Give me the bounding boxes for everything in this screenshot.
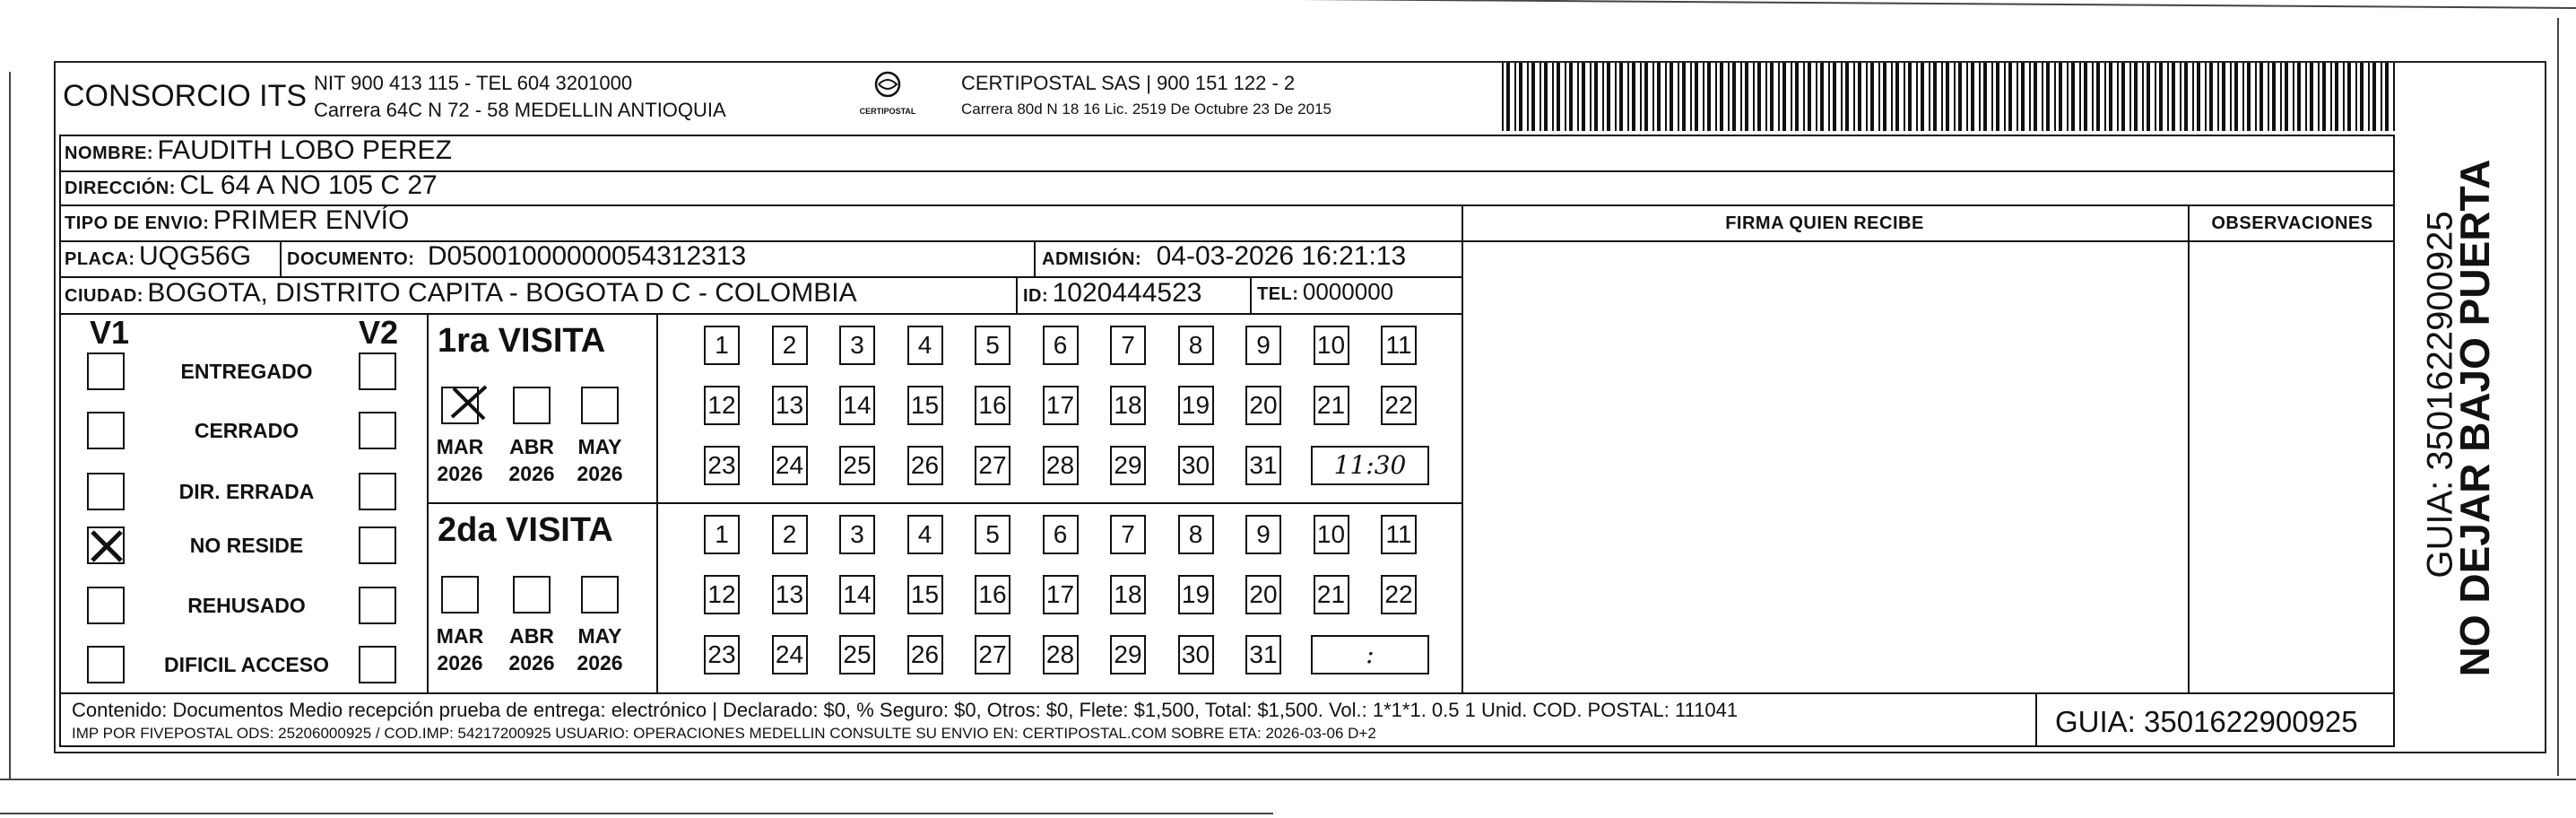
row-line-6 [427,502,1462,504]
v1-header: V1 [90,314,130,351]
day-box[interactable]: 14 [839,575,875,614]
month-label: MAR [436,435,484,458]
footer-contenido: Contenido: Documentos Medio recepción prueba de entrega: electrónico | Declarado: $0, % Seguro: $0, Otros: $0, Flete: $1,500, Total: $1,500. Vol.: 1*1*1. 0.5 1 Unid. COD. POSTAL: 111041 [72,699,1739,721]
tipo-envio-label: TIPO DE ENVIO: [65,213,210,233]
id-label: ID: [1023,286,1049,306]
tipo-envio-field [65,205,409,236]
col-tel-sep [1250,276,1252,313]
month-label: ABR [509,435,554,458]
day-box[interactable]: 25 [839,446,875,485]
year-label: 2026 [508,651,555,674]
day-box[interactable]: 23 [704,446,740,485]
day-box[interactable]: 16 [975,575,1010,614]
v1-checkbox[interactable] [87,587,125,624]
day-box[interactable]: 24 [772,635,808,674]
time-box[interactable]: 11:30 [1311,446,1429,485]
day-box[interactable]: 2 [772,326,808,365]
status-option-label: CERRADO [194,419,299,442]
tel-value: 0000000 [1302,278,1394,305]
day-box[interactable]: 27 [975,446,1010,485]
month-checkbox[interactable] [581,576,619,614]
day-box[interactable]: 30 [1178,446,1214,485]
day-box[interactable]: 21 [1314,386,1349,425]
nombre-label: NOMBRE: [65,144,154,163]
day-box[interactable]: 4 [907,326,943,365]
nombre-value: FAUDITH LOBO PEREZ [157,135,452,165]
status-option-label: REHUSADO [187,594,306,617]
day-box[interactable]: 12 [704,386,740,425]
col-status-sep [427,313,429,692]
documento-label: DOCUMENTO: [287,249,415,269]
col-firma-left [1461,204,1463,693]
day-box[interactable]: 20 [1245,575,1281,614]
day-box[interactable]: 17 [1043,575,1079,614]
company-nit: NIT 900 413 115 - TEL 604 3201000 [314,72,633,94]
day-box[interactable]: 28 [1043,446,1079,485]
day-box[interactable]: 5 [975,515,1010,554]
v2-checkbox[interactable] [359,473,396,510]
row-line-7 [59,692,2395,694]
day-box[interactable]: 24 [772,446,808,485]
day-box[interactable]: 8 [1178,515,1214,554]
col-admision-sep [1034,240,1036,276]
day-box[interactable]: 17 [1043,386,1079,425]
observaciones-header: OBSERVACIONES [2211,213,2373,233]
day-box[interactable]: 9 [1245,326,1281,365]
status-option-label: DIR. ERRADA [178,480,315,503]
side-guia: GUIA: 3501622900925 [2420,211,2460,579]
visit-title: 2da VISITA [438,511,613,549]
paper-right-edge [2557,18,2559,776]
col-days-sep [656,313,658,692]
col-guia-sep [2035,692,2037,747]
day-box[interactable]: 6 [1043,326,1079,365]
day-box[interactable]: 26 [907,635,943,674]
day-box[interactable]: 7 [1110,326,1146,365]
day-box[interactable]: 7 [1110,515,1146,554]
tel-field [1257,278,1393,306]
nombre-field [65,135,452,166]
x-mark-icon [89,528,125,564]
month-label: ABR [509,624,554,648]
month-checkbox[interactable] [513,576,551,614]
v1-checkbox[interactable] [87,412,125,449]
status-option-label: NO RESIDE [189,534,304,557]
admision-field [1042,241,1406,272]
col-placa-sep [280,240,282,276]
company-address: Carrera 64C N 72 - 58 MEDELLIN ANTIOQUIA [314,99,726,121]
id-field [1023,278,1201,309]
year-label: 2026 [508,462,555,485]
paper-top-edge [1300,0,2576,9]
day-box[interactable]: 13 [772,575,808,614]
side-warning: NO DEJAR BAJO PUERTA [2451,159,2498,677]
v2-checkbox[interactable] [359,526,396,564]
year-label: 2026 [437,651,483,674]
x-mark-icon [448,383,491,422]
day-box[interactable]: 15 [907,575,943,614]
month-checkbox[interactable] [441,387,479,424]
day-box[interactable]: 29 [1110,446,1146,485]
month-checkbox[interactable] [513,387,551,424]
day-box[interactable]: 27 [975,635,1010,674]
status-option-label: DIFICIL ACCESO [163,653,329,676]
firma-header: FIRMA QUIEN RECIBE [1725,213,1924,233]
year-label: 2026 [577,651,623,674]
day-box[interactable]: 31 [1245,446,1281,485]
ciudad-value: BOGOTA, DISTRITO CAPITA - BOGOTA D C - COLOMBIA [147,278,857,308]
v2-checkbox[interactable] [359,646,396,683]
barcode [1502,63,2398,133]
id-value: 1020444523 [1052,278,1202,308]
paper-left-edge [9,72,11,780]
col-id-sep [1016,276,1018,313]
day-box[interactable]: 21 [1314,575,1349,614]
company-name: CONSORCIO ITS [63,79,308,113]
day-box[interactable]: 25 [839,635,875,674]
ciudad-field [65,278,857,309]
v1-checkbox[interactable] [87,473,125,510]
footer-imp: IMP POR FIVEPOSTAL ODS: 25206000925 / COD.IMP: 54217200925 USUARIO: OPERACIONES MEDELLIN CONSULTE SU ENVIO EN: CERTIPOSTAL.COM SOBRE ETA: 2026-03-06 D+2 [72,725,1376,742]
day-box[interactable]: 29 [1110,635,1146,674]
year-label: 2026 [577,462,623,485]
day-box[interactable]: 9 [1245,515,1281,554]
day-box[interactable]: 1 [704,326,740,365]
direccion-value: CL 64 A NO 105 C 27 [179,170,438,200]
logo-text: CERTIPOSTAL [859,107,916,116]
day-box[interactable]: 15 [907,386,943,425]
day-box[interactable]: 28 [1043,635,1079,674]
day-box[interactable]: 22 [1381,386,1417,425]
day-box[interactable]: 18 [1110,386,1146,425]
day-box[interactable]: 13 [772,386,808,425]
status-option-label: ENTREGADO [180,360,313,383]
v2-checkbox[interactable] [359,352,396,390]
direccion-label: DIRECCIÓN: [65,178,176,198]
day-box[interactable]: 3 [839,326,875,365]
day-box[interactable]: 16 [975,386,1010,425]
month-label: MAY [577,624,622,648]
day-box[interactable]: 11 [1381,515,1417,554]
col-obs-left [2188,204,2190,693]
day-box[interactable]: 5 [975,326,1010,365]
tipo-envio-value: PRIMER ENVÍO [212,205,410,235]
day-box[interactable]: 20 [1245,386,1281,425]
admision-value: 04-03-2026 16:21:13 [1156,241,1407,271]
visit-title: 1ra VISITA [438,322,606,360]
paper-bottom-edge-2 [0,813,1273,814]
day-box[interactable]: 23 [704,635,740,674]
day-box[interactable]: 14 [839,386,875,425]
day-box[interactable]: 18 [1110,575,1146,614]
day-box[interactable]: 4 [907,515,943,554]
day-box[interactable]: 30 [1178,635,1214,674]
ciudad-label: CIUDAD: [65,286,143,306]
day-box[interactable]: 10 [1314,515,1349,554]
placa-label: PLACA: [65,249,135,269]
admision-label: ADMISIÓN: [1042,249,1142,269]
v1-checkbox[interactable] [87,646,125,683]
month-label: MAY [577,435,622,458]
logo-icon [870,70,906,102]
v1-checkbox[interactable] [87,352,125,390]
row-line-5 [59,313,1462,315]
day-box[interactable]: 1 [704,515,740,554]
month-checkbox[interactable] [581,387,619,424]
time-box[interactable]: : [1311,635,1429,674]
v2-checkbox[interactable] [359,412,396,449]
month-checkbox[interactable] [441,576,479,614]
v2-checkbox[interactable] [359,587,396,624]
footer-guia: GUIA: 3501622900925 [2055,705,2358,738]
direccion-field [65,170,438,201]
v2-header: V2 [359,314,399,351]
certipostal-logo [856,70,919,124]
day-box[interactable]: 3 [839,515,875,554]
year-label: 2026 [437,462,483,485]
day-box[interactable]: 26 [907,446,943,485]
documento-value: D05001000000054312313 [427,241,747,271]
day-box[interactable]: 6 [1043,515,1079,554]
tel-label: TEL: [1257,284,1299,304]
month-label: MAR [436,624,484,648]
day-box[interactable]: 19 [1178,386,1214,425]
v1-checkbox[interactable] [87,526,125,564]
day-box[interactable]: 22 [1381,575,1417,614]
paper-bottom-edge [0,779,2576,780]
day-box[interactable]: 19 [1178,575,1214,614]
carrier-address: Carrera 80d N 18 16 Lic. 2519 De Octubre 23 De 2015 [961,100,1331,117]
day-box[interactable]: 2 [772,515,808,554]
day-box[interactable]: 8 [1178,326,1214,365]
placa-value: UQG56G [139,241,252,271]
carrier-name: CERTIPOSTAL SAS | 900 151 122 - 2 [961,72,1296,94]
day-box[interactable]: 12 [704,575,740,614]
documento-field [287,241,746,272]
day-box[interactable]: 31 [1245,635,1281,674]
placa-field [65,241,251,272]
day-box[interactable]: 10 [1314,326,1349,365]
row-line-2 [59,204,2395,206]
day-box[interactable]: 11 [1381,326,1417,365]
